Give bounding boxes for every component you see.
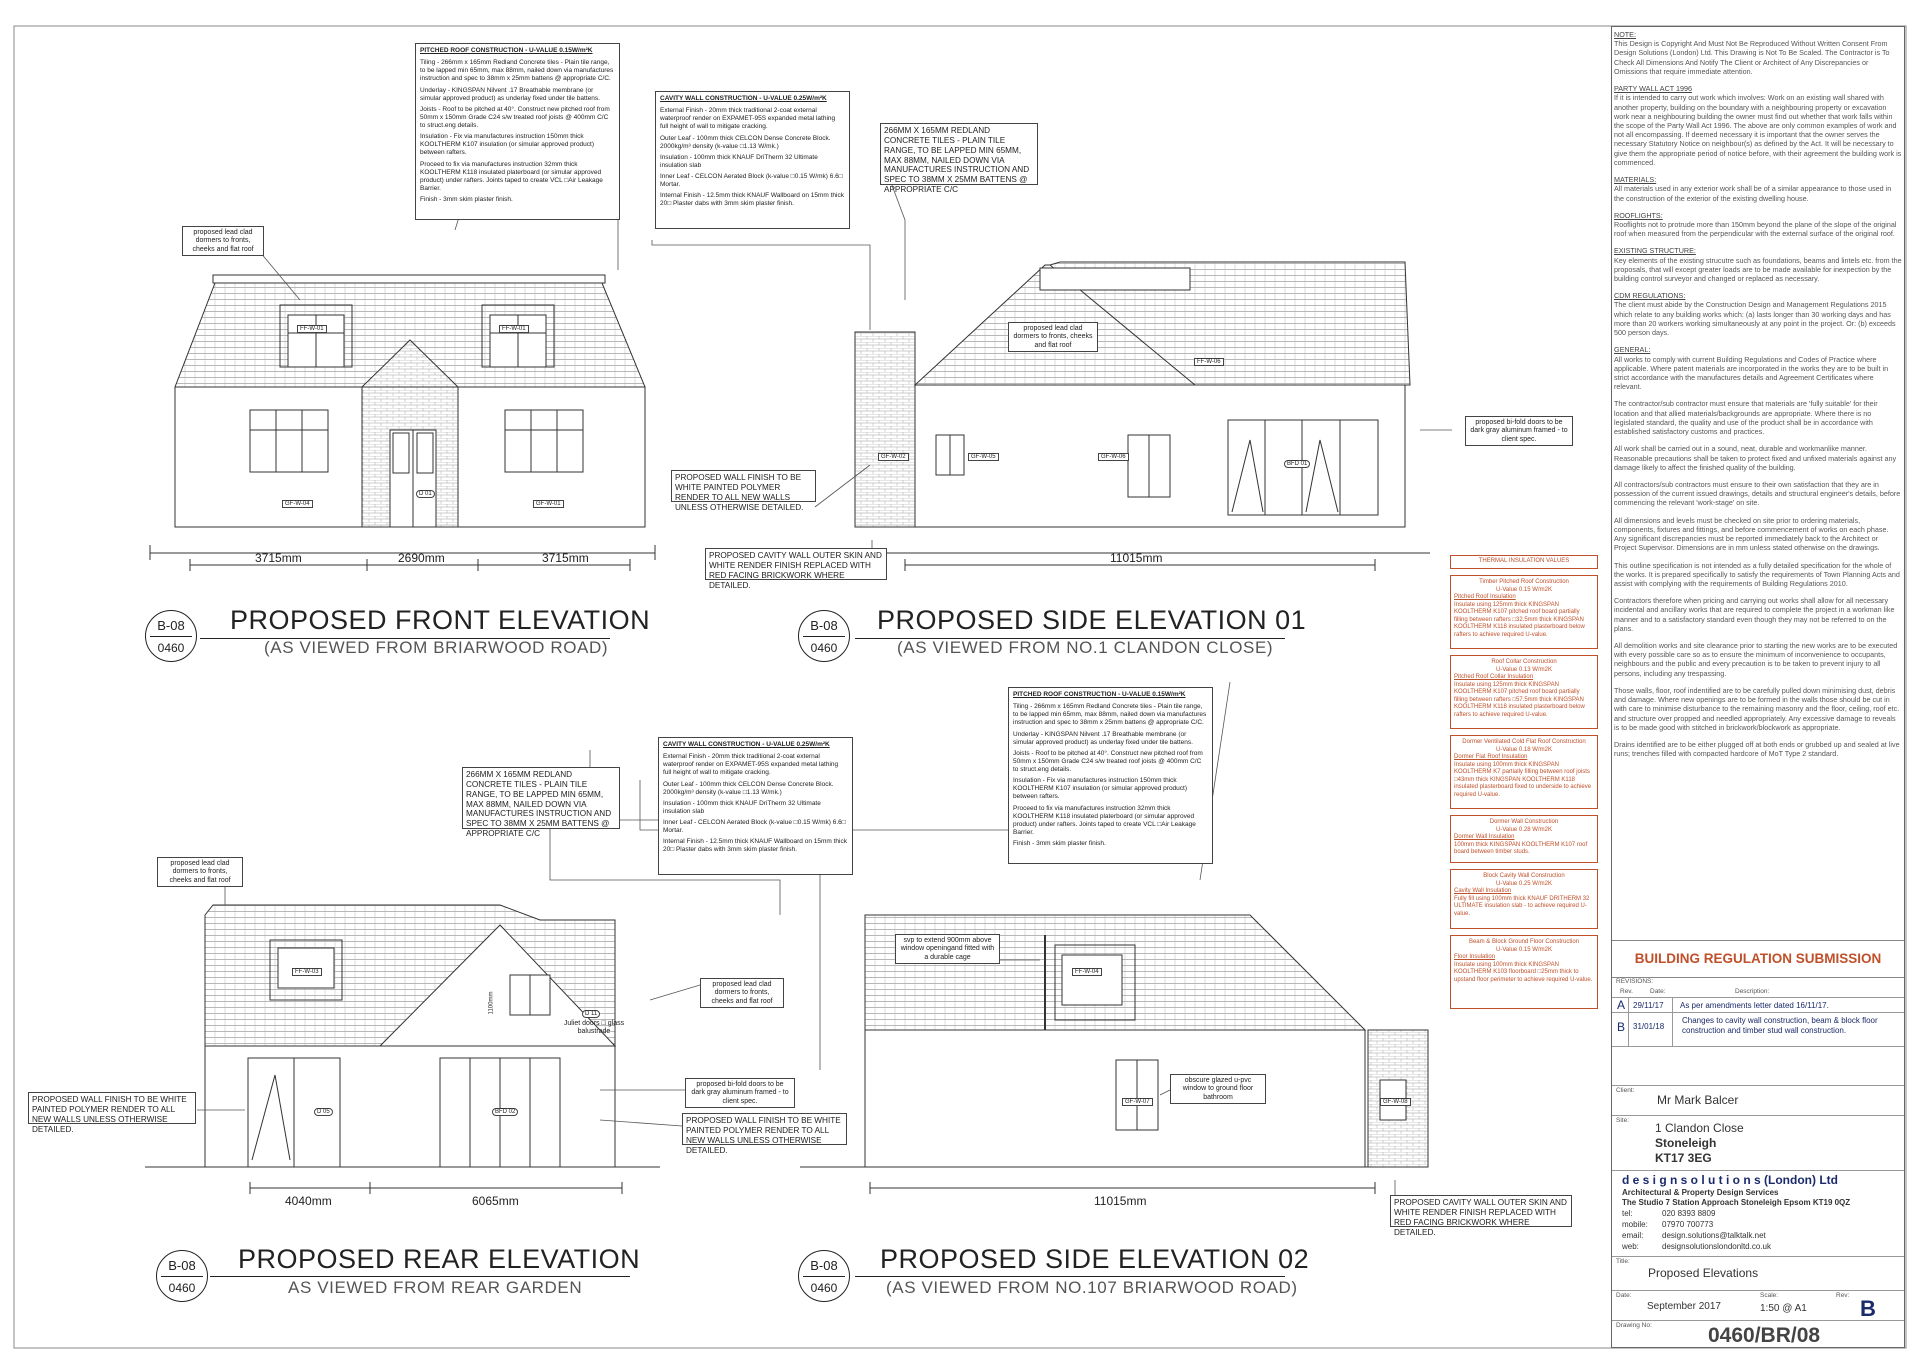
section-text: All works to comply with current Building Regulations and Codes of Practice where applicable. Where patent materials are incorporated in the works they are to be built in strict accordance with the manufactures details and Agreement Certificates where relevant.: [1614, 354, 1889, 392]
note-text: Internal Finish - 12.5mm thick KNAUF Wallboard on 15mm thick 20□ Plaster dabs with 3mm skim plaster finish.: [663, 838, 847, 854]
site-label: Site:: [1616, 1117, 1630, 1124]
section-text: All materials used in any exterior work shall be of a similar appearance to those used in the construction of the exterior of the existing dwelling house.: [1614, 184, 1892, 203]
wall-finish-callout-rear: PROPOSED WALL FINISH TO BE WHITE PAINTED POLYMER RENDER TO ALL NEW WALLS UNLESS OTHERWISE DETAILED.: [682, 1113, 847, 1145]
thermal-item-sub: Pitched Roof Insulation: [1454, 594, 1516, 600]
tag-gf-w-02: GF-W-02: [878, 453, 909, 461]
tag-ff-w-01: FF-W-01: [499, 325, 529, 333]
section-text: If it is intended to carry out work which involves: Work on an existing wall shared with another property, building on the boundary with a neighbouring property or excavation work near a neighbouring building the owner must find out whether that work falls within the scope of the Party Wall Act 1996. The above are only common examples of work and not all encompassing. If deemed necessary it is important that the owner serves the necessary Statutory Notice on neighbour(s) as defined by the Act. It will be necessary to give them the appropriate period of notice before, with their agreement the building work is commenced.: [1614, 93, 1902, 167]
cavity-wall-note-bottom: [658, 737, 853, 875]
note-text: Inner Leaf - CELCON Aerated Block (k-value □0.15 W/mk) 6.6□ Mortar.: [663, 819, 846, 835]
client-name: Mr Mark Balcer: [1657, 1093, 1739, 1107]
side1-view-title: PROPOSED SIDE ELEVATION 01: [877, 605, 1307, 635]
side2-view-subtitle: (AS VIEWED FROM NO.107 BRIARWOOD ROAD): [886, 1278, 1298, 1297]
dormers-callout-rear: proposed lead clad dormers to fronts, cheeks and flat roof: [157, 857, 243, 887]
thermal-item-desc: Insulate using 100mm thick KINGSPAN KOOLTHERM K7 partially filling between roof joists □43mm thick KINGSPAN KOOLTHERM K118 insulated plasterboard fixed to underside to achieve required U-value.: [1454, 761, 1592, 798]
wall-finish-callout-side1: PROPOSED WALL FINISH TO BE WHITE PAINTED POLYMER RENDER TO ALL NEW WALLS UNLESS OTHERWISE DETAILED.: [671, 470, 816, 502]
ref-sheet: B-08: [810, 1258, 838, 1273]
tag-gf-w-06: GF-W-06: [1098, 453, 1129, 461]
note-heading: PITCHED ROOF CONSTRUCTION - U-VALUE 0.15W/m²K: [420, 47, 593, 54]
ref-number: 0460: [810, 641, 838, 655]
tag-ff-w-01: FF-W-01: [297, 325, 327, 333]
tiles-callout-bottom: 266MM X 165MM REDLAND CONCRETE TILES - PLAIN TILE RANGE, TO BE LAPPED MIN 65MM, MAX 88MM, NAILED DOWN VIA MANUFACTURES INSTRUCTION AND SPEC TO 38MM X 25MM BATTENS @ APPROPRIATE C/C: [462, 767, 620, 829]
rear-elevation-drawing: [145, 905, 660, 1194]
note-text: Insulation - 100mm thick KNAUF DriTherm 32 Ultimate insulation slab: [663, 799, 821, 815]
section-heading: GENERAL:: [1614, 345, 1651, 355]
thermal-item-u: U-Value 0.15 W/m2K: [1496, 946, 1552, 953]
section-heading: MATERIALS:: [1614, 175, 1657, 185]
ref-number: 0460: [157, 641, 185, 655]
web-value: designsolutionslondonltd.co.uk: [1662, 1242, 1771, 1251]
thermal-item: [1450, 815, 1598, 863]
juliet-callout: Juliet doors □ glass balustrade: [563, 1020, 625, 1036]
ref-sheet: B-08: [168, 1258, 196, 1273]
thermal-item-desc: Insulate using 125mm thick KINGSPAN KOOLTHERM K107 pitched roof board partially filling between rafters □32.5mm thick KINGSPAN KOOLTHERM K118 insulated plasterboard below rafters to achieve required U-value.: [1454, 601, 1585, 638]
side1-view-subtitle: (AS VIEWED FROM NO.1 CLANDON CLOSE): [897, 638, 1274, 657]
section-text: This Design is Copyright And Must Not Be Reproduced Without Written Consent From Design Solutions (London) Ltd. This Drawing is Not To Be Scaled. The Contractor is To Check All Dimensions And Notify The Client or Architect of Any Discrepancies or Omissions that require immediate attention.: [1614, 39, 1890, 76]
site-line-1: 1 Clandon Close: [1655, 1121, 1744, 1135]
ref-number: 0460: [168, 1281, 196, 1295]
submission-title: BUILDING REGULATION SUBMISSION: [1612, 940, 1904, 978]
side2-view-ref-badge: [798, 1250, 850, 1302]
email-value: design.solutions@talktalk.net: [1662, 1231, 1766, 1240]
email-label: email:: [1622, 1231, 1644, 1240]
thermal-item-title: Dormer Wall Construction: [1489, 819, 1559, 825]
thermal-item-u: U-Value 0.25 W/m2K: [1496, 880, 1552, 887]
section-text: Drains identified are to be either plugged off at both ends or grubbed up and sealed at live runs; trenches filled with compacted hardcore of MoT Type 2 standard.: [1614, 740, 1900, 759]
thermal-item-sub: Dormer Wall Insulation: [1454, 834, 1515, 840]
side2-dim: 11015mm: [1094, 1194, 1147, 1208]
site-line-3: KT17 3EG: [1655, 1151, 1712, 1165]
tag-ff-w-04: FF-W-04: [1072, 968, 1102, 976]
section-text: This outline specification is not intended as a fully detailed specification for the whole of the works. It is prepared specifically to satisfy the requirements of Town Planning Acts and assist with complying with the requirements of Building Regulations 2010.: [1614, 560, 1900, 588]
note-heading: CAVITY WALL CONSTRUCTION - U-VALUE 0.25W/m²K: [663, 741, 830, 748]
thermal-item-desc: Insulate using 125mm thick KINGSPAN KOOLTHERM K107 pitched roof board partially filling between rafters □57.5mm thick KINGSPAN KOOLTHERM K118 insulated plasterboard below rafters to achieve required U-value.: [1454, 681, 1585, 718]
revision-desc: As per amendments letter dated 16/11/17.: [1680, 1001, 1829, 1010]
obscure-window-callout: obscure glazed u-pvc window to ground floor bathroom: [1170, 1074, 1266, 1104]
note-heading: PITCHED ROOF CONSTRUCTION - U-VALUE 0.15W/m²K: [1013, 691, 1186, 698]
section-heading: ROOFLIGHTS:: [1614, 210, 1663, 220]
note-text: Inner Leaf - CELCON Aerated Block (k-value □0.15 W/mk) 6.6□ Mortar.: [660, 173, 843, 189]
thermal-item-desc: Fully fill using 100mm thick KNAUF DRITHERM 32 ULTIMATE insulation slab - to achieve required U-value.: [1454, 895, 1590, 917]
section-heading: CDM REGULATIONS:: [1614, 291, 1686, 301]
side-elevation-01-drawing: [805, 262, 1430, 571]
site-line-2: Stoneleigh: [1655, 1136, 1717, 1150]
thermal-item: [1450, 869, 1598, 929]
thermal-item-u: U-Value 0.15 W/m2K: [1496, 586, 1552, 593]
thermal-item-u: U-Value 0.18 W/m2K: [1496, 746, 1552, 753]
thermal-item-title: Block Cavity Wall Construction: [1483, 873, 1565, 879]
note-text: Tiling - 266mm x 165mm Redland Concrete tiles - Plain tile range, to be lapped min 65mm, max 88mm, nailed down via manufactures instruction and spec to 38mm x 25mm battens @ appropriate C/C.: [420, 59, 614, 83]
drawing-number: 0460/BR/08: [1708, 1324, 1821, 1347]
roof-construction-note-bottom: [1008, 687, 1213, 864]
thermal-item-desc: Insulate using 100mm thick KINGSPAN KOOLTHERM K103 floorboard □25mm thick to upstand floor perimeter to achieve required U-value.: [1454, 961, 1593, 983]
cavity-outer-callout-side1: PROPOSED CAVITY WALL OUTER SKIN AND WHITE RENDER FINISH REPLACED WITH RED FACING BRICKWORK WHERE DETAILED.: [705, 548, 887, 580]
note-text: Finish - 3mm skim plaster finish.: [1013, 840, 1106, 847]
revision-date: 29/11/17: [1633, 1001, 1664, 1010]
dormers-callout-front: proposed lead clad dormers to fronts, cheeks and flat roof: [182, 226, 264, 256]
section-heading: NOTE:: [1614, 30, 1636, 39]
note-text: Tiling - 266mm x 165mm Redland Concrete tiles - Plain tile range, to be lapped min 65mm, max 88mm, nailed down via manufactures instruction and spec to 38mm x 25mm battens @ appropriate C/C.: [1013, 703, 1207, 727]
revision-desc: Changes to cavity wall construction, beam & block floor construction and timber stud wall construction.: [1682, 1016, 1878, 1035]
note-text: External Finish - 20mm thick traditional 2-coat external waterproof render on EXPAMET-95S expanded metal lathing full height of wall to mitigate cracking.: [660, 107, 836, 131]
note-text: Insulation - 100mm thick KNAUF DriTherm 32 Ultimate insulation slab: [660, 153, 818, 169]
bifold-callout-rear: proposed bi-fold doors to be dark gray aluminum framed - to client spec.: [685, 1078, 795, 1108]
company-subtitle: Architectural & Property Design Services: [1622, 1188, 1779, 1197]
revision-letter: A: [1617, 998, 1626, 1012]
thermal-item: [1450, 735, 1598, 809]
section-text: All demolition works and site clearance prior to starting the new works are to be executed with every possible care so as to ensure the minimum of inconvenience to occupants, neighbours and the public and every precaution is to be taken to prevent injury to all persons, including any trespassing.: [1614, 641, 1898, 678]
thermal-item-u: U-Value 0.13 W/m2K: [1496, 666, 1552, 673]
wall-finish-callout-rear-left: PROPOSED WALL FINISH TO BE WHITE PAINTED POLYMER RENDER TO ALL NEW WALLS UNLESS OTHERWISE DETAILED.: [28, 1092, 196, 1124]
thermal-heading: THERMAL INSULATION VALUES: [1450, 555, 1598, 569]
rear-dim-left: 4040mm: [285, 1194, 332, 1208]
side2-view-title: PROPOSED SIDE ELEVATION 02: [880, 1244, 1310, 1274]
note-text: Finish - 3mm skim plaster finish.: [420, 196, 513, 203]
note-text: Outer Leaf - 100mm thick CELCON Dense Concrete Block. 2000kg/m³ density (k-value □1.13 W/mk.): [663, 780, 834, 796]
tag-gf-w-08: GF-W-08: [1380, 1098, 1411, 1106]
section-text: Rooflights not to protrude more than 150mm beyond the plane of the slope of the original roof when measured from the perpendicular with the external surface of the original roof.: [1614, 219, 1897, 239]
section-heading: EXISTING STRUCTURE:: [1614, 246, 1696, 256]
front-view-ref-badge: [145, 610, 197, 662]
web-label: web:: [1622, 1242, 1639, 1251]
thermal-item-title: Dormer Ventilated Cold Flat Roof Construction: [1462, 739, 1586, 745]
front-dim-right: 3715mm: [542, 551, 589, 565]
thermal-item: [1450, 575, 1598, 649]
svp-callout: svp to extend 900mm above window openingand fitted with a durable cage: [895, 934, 1000, 964]
scale-label: Scale:: [1760, 1292, 1779, 1299]
note-text: Underlay - KINGSPAN Nilvent .17 Breathable membrane (or simular approved product) as underlay fixed under tile battens.: [420, 86, 600, 102]
tag-ff-w-06: FF-W-06: [1194, 358, 1224, 366]
thermal-item: [1450, 935, 1598, 1009]
bifold-callout-side1: proposed bi-fold doors to be dark gray aluminum framed - to client spec.: [1465, 416, 1573, 446]
company-address: The Studio 7 Station Approach Stoneleigh Epsom KT19 0QZ: [1622, 1198, 1851, 1207]
rear-dim-right: 6065mm: [472, 1194, 519, 1208]
thermal-item-sub: Pitched Roof Collar Insulation: [1454, 674, 1534, 680]
ref-sheet: B-08: [157, 618, 185, 633]
title-label: Title:: [1616, 1258, 1630, 1265]
section-text: The contractor/sub contractor must ensure that materials are 'fully suitable' for their location and that allied materials/backgrounds are appropriate. Where there is no legislated standard, the quality and use of the product shall be in accordance with established satisfactory customs and practices.: [1614, 399, 1878, 437]
side1-view-ref-badge: [798, 610, 850, 662]
ref-sheet: B-08: [810, 618, 838, 633]
note-text: Joists - Roof to be pitched at 40°. Construct new pitched roof from 50mm x 150mm Grade C24 s/w treated roof joists @ 400mm C/C to struct.eng details.: [420, 105, 610, 129]
section-text: Key elements of the existing strucutre such as foundations, beams and lintels etc. from the proposals, that will except greater loads are to be made available for inexpection by the building control surveyor and changed or replaced as necessary.: [1614, 255, 1902, 284]
tag-d-11: D 11: [582, 1010, 600, 1018]
tag-gf-w-01: GF-W-01: [533, 500, 564, 508]
dormers-callout-rear-gable: proposed lead clad dormers to fronts, cheeks and flat roof: [700, 978, 784, 1008]
tag-gf-w-04: GF-W-04: [282, 500, 313, 508]
note-text: Proceed to fix via manufactures instruction 32mm thick KOOLTHERM K118 insulated platerboard (or simular approved product) under rafters. Joints taped to create VCL □Air Leakage Barrier.: [1013, 804, 1196, 836]
note-text: Insulation - Fix via manufactures instruction 150mm thick KOOLTHERM K107 insulation (or simular approved product) between rafters.: [420, 133, 595, 157]
section-text: The client must abide by the Construction Design and Management Regulations 2015 which relate to any building works which: (a) lasts longer than 30 working days and has more than 20 workers working simultaneously at any point in the project. Or: (b) exceeds 500 person days.: [1614, 300, 1896, 338]
tag-ff-w-03: FF-W-03: [292, 968, 322, 976]
thermal-item-title: Beam & Block Ground Floor Construction: [1468, 939, 1580, 945]
front-view-subtitle: (AS VIEWED FROM BRIARWOOD ROAD): [264, 638, 609, 657]
tag-bfd-01: BFD 01: [1284, 460, 1310, 468]
roof-construction-note-top: [415, 43, 620, 220]
thermal-item-u: U-Value 0.28 W/m2K: [1496, 826, 1552, 833]
rev-label: Rev:: [1836, 1292, 1850, 1299]
thermal-item-sub: Cavity Wall Insulation: [1454, 888, 1512, 894]
cavity-outer-callout-side2: PROPOSED CAVITY WALL OUTER SKIN AND WHITE RENDER FINISH REPLACED WITH RED FACING BRICKWORK WHERE DETAILED.: [1390, 1195, 1572, 1227]
revision-letter: B: [1617, 1020, 1626, 1034]
rear-view-title: PROPOSED REAR ELEVATION: [238, 1244, 641, 1274]
tag-d-05: D 05: [314, 1108, 333, 1116]
note-text: Underlay - KINGSPAN Nilvent .17 Breathable membrane (or simular approved product) as underlay fixed under tile battens.: [1013, 730, 1193, 746]
date-value: September 2017: [1647, 1301, 1721, 1312]
note-text: Outer Leaf - 100mm thick CELCON Dense Concrete Block. 2000kg/m³ density (k-value □1.13 W/mk.): [660, 134, 831, 150]
thermal-item-sub: Floor Insulation: [1454, 954, 1496, 960]
section-text: Contractors therefore when pricing and carrying out works shall allow for all necessary incidental and ancillary works that are required to complete the project in a workman like manner and to a satisfactory standard even though they may not be referred to on the plans.: [1614, 596, 1895, 633]
front-dim-center: 2690mm: [398, 551, 445, 565]
thermal-item-title: Timber Pitched Roof Construction: [1479, 579, 1569, 585]
ref-number: 0460: [810, 1281, 838, 1295]
note-text: Insulation - Fix via manufactures instruction 150mm thick KOOLTHERM K107 insulation (or simular approved product) between rafters.: [1013, 777, 1188, 801]
rear-view-subtitle: AS VIEWED FROM REAR GARDEN: [288, 1278, 583, 1297]
tag-bfd-02: BFD 02: [492, 1108, 518, 1116]
tag-d-01: D 01: [416, 490, 435, 498]
note-text: Joists - Roof to be pitched at 40°. Construct new pitched roof from 50mm x 150mm Grade C24 s/w treated roof joists @ 400mm C/C to struct.eng details.: [1013, 749, 1203, 773]
front-elevation-drawing: [150, 275, 655, 571]
mobile-value: 07970 700773: [1662, 1220, 1714, 1229]
note-text: Proceed to fix via manufactures instruction 32mm thick KOOLTHERM K118 insulated platerboard (or simular approved product) under rafters. Joints taped to create VCL □Air Leakage Barrier.: [420, 160, 603, 192]
section-heading: PARTY WALL ACT 1996: [1614, 84, 1693, 94]
tiles-callout-top: 266MM X 165MM REDLAND CONCRETE TILES - PLAIN TILE RANGE, TO BE LAPPED MIN 65MM, MAX 88MM, NAILED DOWN VIA MANUFACTURES INSTRUCTION AND SPEC TO 38MM X 25MM BATTENS @ APPROPRIATE C/C: [880, 123, 1038, 185]
drawing-title: Proposed Elevations: [1648, 1266, 1759, 1280]
side1-dim: 11015mm: [1110, 551, 1163, 565]
note-text: Internal Finish - 12.5mm thick KNAUF Wallboard on 15mm thick 20□ Plaster dabs with 3mm skim plaster finish.: [660, 192, 844, 208]
section-text: Those walls, floor, roof indentified are to be carefully pulled down minimising dust, debris and damage. Where new openings are to be formed in the walls those should be cut in with care to minimise disturbance to the remaining masonry and the floor, ceiling, roof etc. and structure over propped and needled appropriately. Any excessive damage to reveals is to be made good with stitched in brickwork/blockwork as appropriate.: [1614, 685, 1900, 732]
revisions-label: REVISIONS:: [1616, 978, 1654, 985]
revision-date: 31/01/18: [1633, 1022, 1665, 1031]
date-col-label: Date:: [1650, 988, 1666, 995]
company-name: d e s i g n s o l u t i o n s (London) Ltd: [1622, 1173, 1838, 1187]
rear-view-ref-badge: [156, 1250, 208, 1302]
thermal-item: [1450, 655, 1598, 729]
front-dim-left: 3715mm: [255, 551, 302, 565]
desc-col-label: Description:: [1735, 988, 1770, 995]
note-text: External Finish - 20mm thick traditional 2-coat external waterproof render on EXPAMET-95S expanded metal lathing full height of wall to mitigate cracking.: [663, 753, 839, 777]
tag-gf-w-07: GF-W-07: [1122, 1098, 1153, 1106]
tel-label: tel:: [1622, 1209, 1633, 1218]
general-notes: [1614, 30, 1902, 766]
front-view-title: PROPOSED FRONT ELEVATION: [230, 605, 651, 635]
section-text: All contractors/sub contractors must ensure to their own satisfaction that they are in possession of the current issued drawings, details and structural engineer's details, before commencing the relevant 'work-stage' on site.: [1614, 479, 1901, 508]
rev-col-label: Rev.: [1620, 988, 1633, 995]
rev-value: B: [1860, 1296, 1876, 1321]
tag-gf-w-05: GF-W-05: [968, 453, 999, 461]
cavity-wall-note-top: [655, 91, 850, 229]
dormers-callout-side1: proposed lead clad dormers to fronts, cheeks and flat roof: [1008, 322, 1098, 352]
tag-height-1100: 1100mm: [488, 991, 495, 1015]
date-label: Date:: [1616, 1292, 1632, 1299]
thermal-item-sub: Dormer Flat Roof Insulation: [1454, 754, 1528, 760]
mobile-label: mobile:: [1622, 1220, 1648, 1229]
section-text: All dimensions and levels must be checked on site prior to ordering materials, components, fixtures and fittings, and before commencement of works on each phase. Any significant discrepancies must be reported immediately back to the Architect or Project Supervisor. Dimensions are in mm unless stated otherwise on the drawings.: [1614, 515, 1889, 553]
drawing-no-label: Drawing No:: [1616, 1322, 1652, 1329]
scale-value: 1:50 @ A1: [1760, 1303, 1807, 1314]
thermal-item-title: Roof Collar Construction: [1491, 659, 1557, 665]
client-label: Client:: [1616, 1087, 1635, 1094]
section-text: All work shall be carried out in a sound, neat, durable and workmanlike manner. Reasonable precautions shall be taken to protect fixed and unfixed materials against any damage likely to affect the finished quality of the building.: [1614, 444, 1897, 472]
thermal-item-desc: 100mm thick KINGSPAN KOOLTHERM K107 roof board between timber studs.: [1454, 841, 1588, 855]
note-heading: CAVITY WALL CONSTRUCTION - U-VALUE 0.25W/m²K: [660, 95, 827, 102]
tel-value: 020 8393 8809: [1662, 1209, 1716, 1218]
